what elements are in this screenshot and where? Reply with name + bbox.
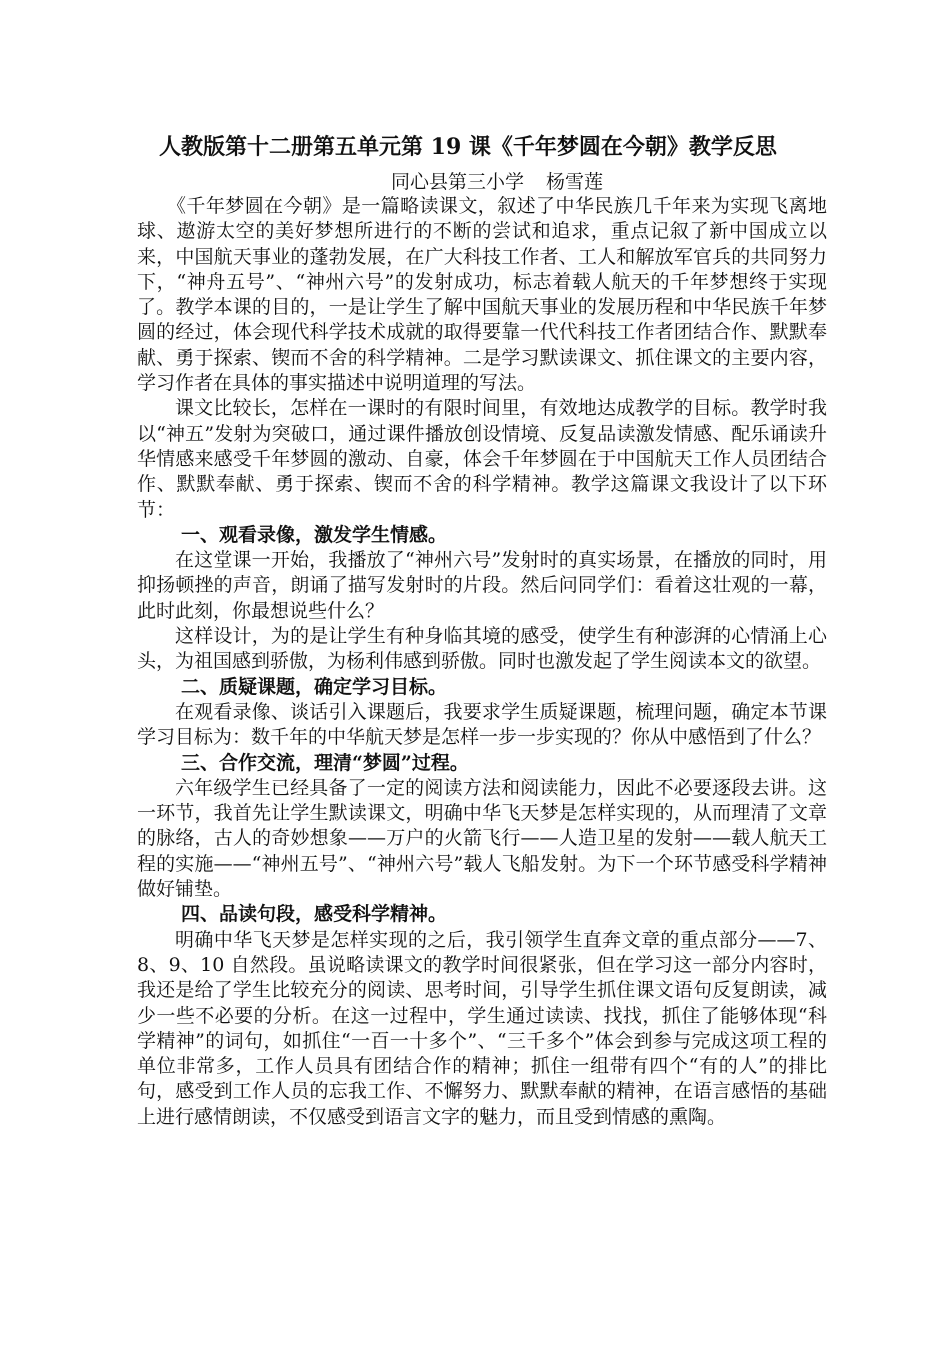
- section-2-paragraph-1: 在观看录像、谈话引入课题后，我要求学生质疑课题，梳理问题，确定本节课学习目标为：数千年的中华航天梦是怎样一步一步实现的？你从中感悟到了什么？: [137, 700, 827, 749]
- byline: [137, 170, 827, 194]
- section-heading-4: 四、品读句段，感受科学精神。: [181, 903, 448, 926]
- section-1-paragraph-1: 在这堂课一开始，我播放了“神州六号”发射时的真实场景，在播放的同时，用抑扬顿挫的声音，朗诵了描写发射时的片段。然后问同学们：看着这壮观的一幕，此时此刻，你最想说些什么？: [137, 549, 827, 622]
- author-name: 杨雪莲: [546, 171, 604, 193]
- intro-paragraph: 《千年梦圆在今朝》是一篇略读课文，叙述了中华民族几千年来为实现飞离地球、遨游太空的美好梦想所进行的不断的尝试和追求，重点记叙了新中国成立以来，中国航天事业的蓬勃发展，在广大科技工作者、工人和解放军官兵的共同努力下，“神舟五号”、“神州六号”的发射成功，标志着载人航天的千年梦想终于实现了。教学本课的目的，一是让学生了解中国航天事业的发展历程和中华民族千年梦圆的经过，体会现代科学技术成就的取得要靠一代代科技工作者团结合作、默默奉献、勇于探索、锲而不舍的科学精神。二是学习默读课文、抓住课文的主要内容，学习作者在具体的事实描述中说明道理的写法。: [137, 195, 827, 395]
- section-heading-2: 二、质疑课题，确定学习目标。: [181, 675, 448, 698]
- section-heading-3: 三、合作交流，理清“梦圆”过程。: [181, 751, 469, 774]
- section-heading-1: 一、观看录像，激发学生情感。: [181, 523, 448, 546]
- section-3-paragraph-1: 六年级学生已经具备了一定的阅读方法和阅读能力，因此不必要逐段去讲。这一环节，我首先让学生默读课文，明确中华飞天梦是怎样实现的，从而理清了文章的脉络，古人的奇妙想象——万户的火箭飞行——人造卫星的发射——载人航天工程的实施——“神州五号”、“神州六号”载人飞船发射。为下一个环节感受科学精神做好铺垫。: [137, 776, 827, 901]
- method-paragraph: 课文比较长，怎样在一课时的有限时间里，有效地达成教学的目标。教学时我以“神五”发射为突破口，通过课件播放创设情境、反复品读激发情感、配乐诵读升华情感来感受千年梦圆的激动、自豪，体会千年梦圆在于中国航天工作人员团结合作、默默奉献、勇于探索、锲而不舍的科学精神。教学这篇课文我设计了以下环节：: [137, 397, 827, 521]
- document-title: 人教版第十二册第五单元第 19 课《千年梦圆在今朝》教学反思: [159, 134, 777, 160]
- document-page: [137, 132, 827, 1130]
- section-4-paragraph-1: 明确中华飞天梦是怎样实现的之后，我引领学生直奔文章的重点部分——7、8、9、10 自然段。虽说略读课文的教学时间很紧张，但在学习这一部分内容时，我还是给了学生比较充分的阅读、思考时间，引导学生抓住课文语句反复朗读，减少一些不必要的分析。在这一过程中，学生通过读读、找找，抓住了能够体现“科学精神”的词句，如抓住“一百一十多个”、“三千多个”体会到参与完成这项工程的单位非常多，工作人员具有团结合作的精神；抓住一组带有四个“有的人”的排比句，感受到工作人员的忘我工作、不懈努力、默默奉献的精神，在语言感悟的基础上进行感情朗读，不仅感受到语言文字的魅力，而且受到情感的熏陶。: [137, 928, 827, 1128]
- section-1-paragraph-2: 这样设计，为的是让学生有种身临其境的感受，使学生有种澎湃的心情涌上心头，为祖国感到骄傲，为杨利伟感到骄傲。同时也激发起了学生阅读本文的欲望。: [137, 625, 827, 673]
- school-name: 同心县第三小学: [390, 171, 524, 193]
